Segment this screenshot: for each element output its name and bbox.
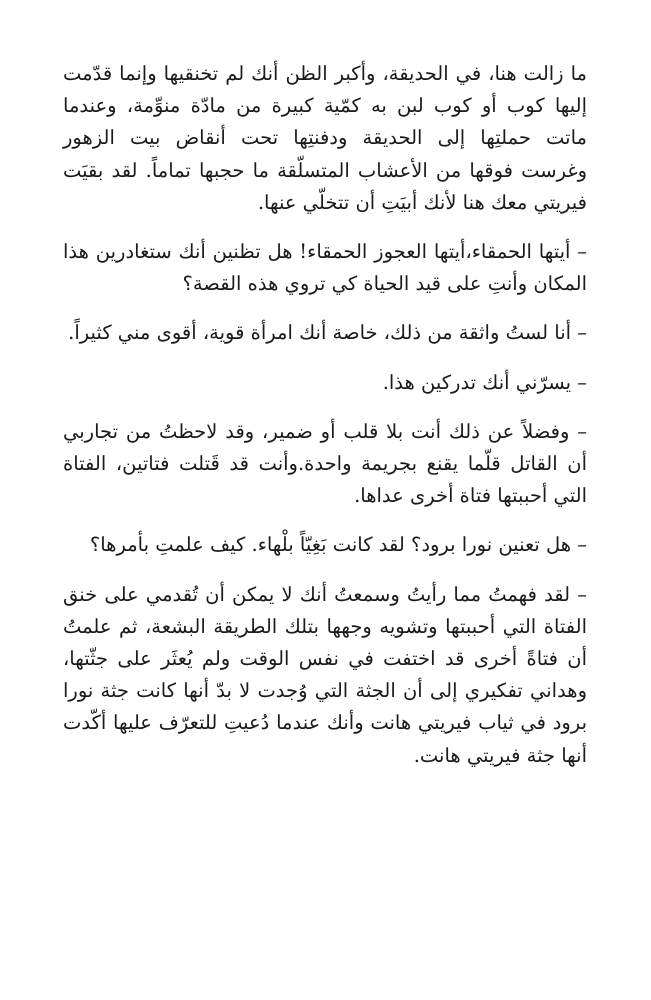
paragraph-2: – أيتها الحمقاء،أيتها العجوز الحمقاء! هل تظنين أنك ستغادرين هذا المكان وأنتِ على قيد الحياة كي تروي هذه القصة؟ xyxy=(63,240,587,296)
paragraph-6: – هل تعنين نورا برود؟ لقد كانت بَغِيّاً بلْهاء. كيف علمتِ بأمرها؟ xyxy=(89,533,587,557)
paragraph-7: – لقد فهمتُ مما رأيتُ وسمعتُ أنك لا يمكن أن تُقدمي على خنق الفتاة التي أحببتها وتشويه وجهها بتلك الطريقة البشعة، ثم علمتُ أن فتاةً أخرى قد اختفت في نفس الوقت ولم يُعثَر على جثّتها، وهداني تفكيري إلى أن الجثة التي وُجدت لا بدّ أنها كانت جثة نورا برود في ثياب فيريتي هانت وأنك عندما دُعيتِ للتعرّف عليها أكّدت أنها جثة فيريتي هانت. xyxy=(63,582,587,767)
paragraph-1: ما زالت هنا، في الحديقة، وأكبر الظن أنك لم تخنقيها وإنما قدّمت إليها كوب أو كوب لبن به كمّية كبيرة من مادّة منوِّمة، وعندما ماتت حملتِها إلى الحديقة ودفنتِها تحت أنقاض بيت الزهور وغرست فوقها من الأعشاب المتسلّقة ما حجبها تماماً. لقد بقيَت فيريتي معك هنا لأنك أبيَتِ أن تتخلّي عنها. xyxy=(63,62,587,214)
paragraph-3: – أنا لستُ واثقة من ذلك، خاصة أنك امرأة قوية، أقوى مني كثيراً. xyxy=(68,321,587,345)
book-page xyxy=(63,58,587,789)
paragraph-5: – وفضلاً عن ذلك أنت بلا قلب أو ضمير، وقد لاحظتُ من تجاربي أن القاتل قلّما يقنع بجريمة واحدة.وأنت قد قَتلت فتاتين، الفتاة التي أحببتها فتاة أخرى عداها. xyxy=(63,419,587,508)
paragraph-4: – يسرّني أنك تدركين هذا. xyxy=(382,370,587,394)
